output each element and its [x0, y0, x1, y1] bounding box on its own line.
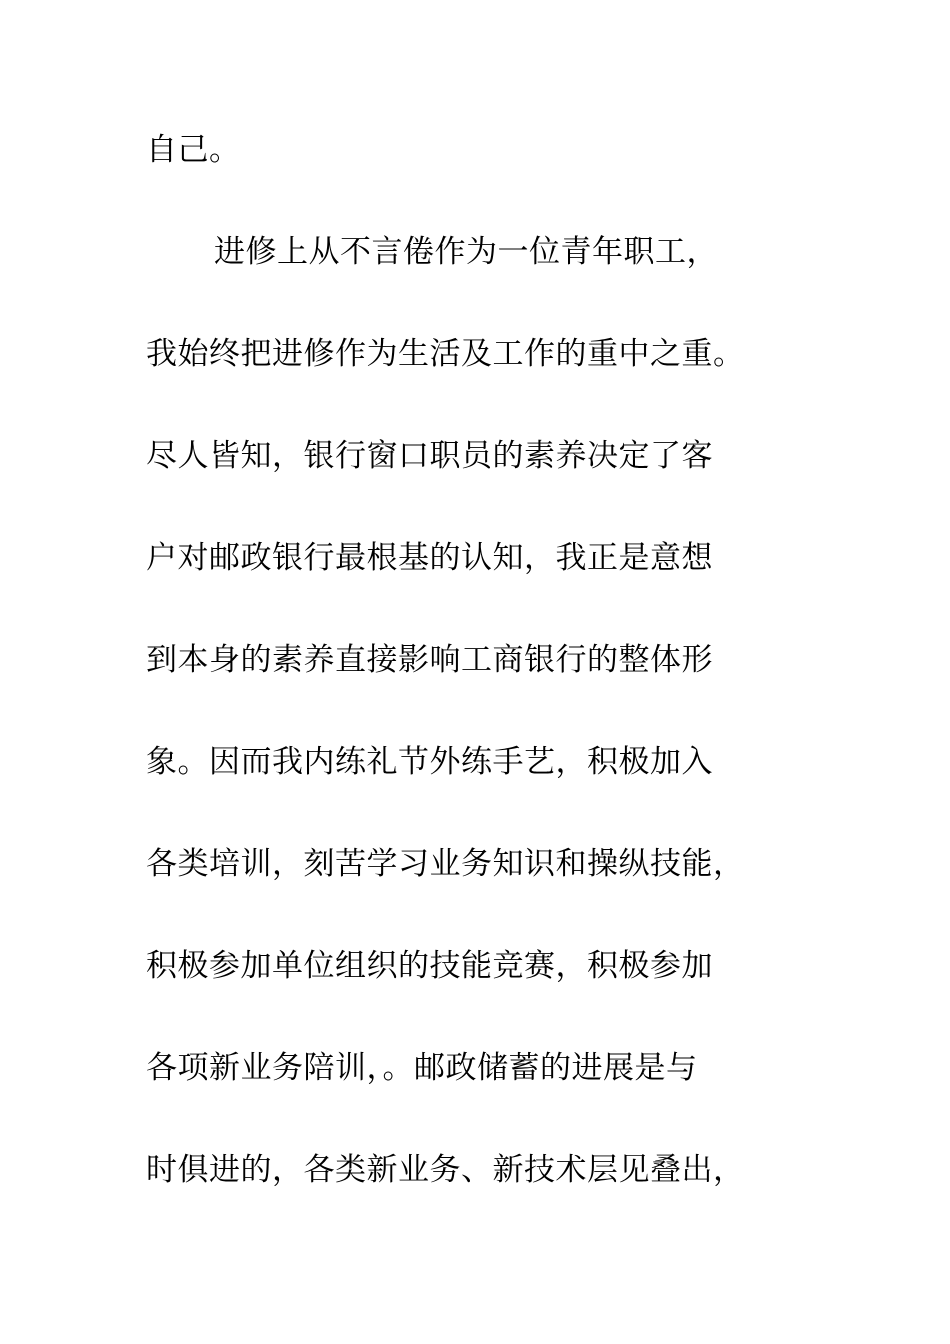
text-line: 积极参加单位组织的技能竞赛，积极参加 [146, 948, 713, 984]
text-line: 时俱进的，各类新业务、新技术层见叠出， [146, 1152, 745, 1188]
text-line: 到本身的素养直接影响工商银行的整体形 [146, 642, 713, 678]
text-line: 各类培训，刻苦学习业务知识和操纵技能， [146, 846, 745, 882]
text-line: 自己。 [146, 132, 241, 168]
text-line: 户对邮政银行最根基的认知，我正是意想 [146, 540, 713, 576]
text-line: 各项新业务陪训，。邮政储蓄的进展是与 [146, 1050, 698, 1086]
text-line: 象。因而我内练礼节外练手艺，积极加入 [146, 744, 713, 780]
text-line: 尽人皆知，银行窗口职员的素养决定了客 [146, 438, 713, 474]
text-line: 进修上从不言倦作为一位青年职工， [214, 234, 718, 270]
text-line: 我始终把进修作为生活及工作的重中之重。 [146, 336, 745, 372]
body-text [146, 124, 826, 1246]
